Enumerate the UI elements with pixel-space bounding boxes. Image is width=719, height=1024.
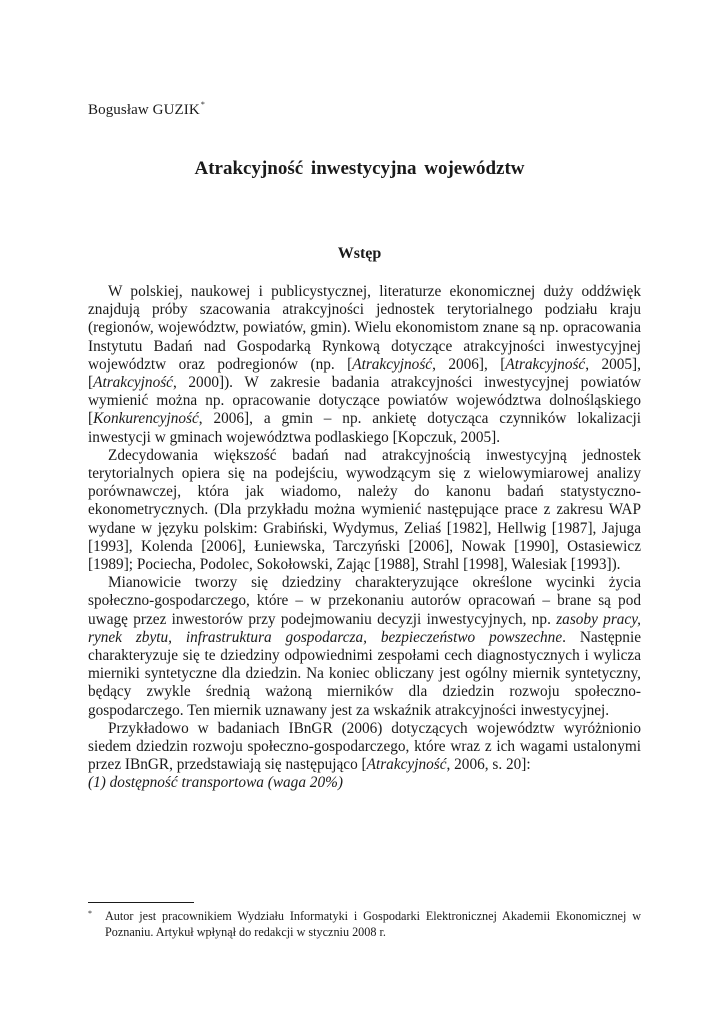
paragraph-4: Przykładowo w badaniach IBnGR (2006) dotyczących województw wyróżnionio siedem dziedzin rozwoju społeczno-gospodarczego, które wraz z ich wagami ustalonymi przez IBnGR, przedstawiają się następująco [Atrakcyjność, 2006, s. 20]: — [88, 719, 641, 774]
paragraph-3: Mianowicie tworzy się dziedziny charakteryzujące określone wycinki życia społeczno-gospodarczego, które – w przekonaniu autorów opracowań – brane są pod uwagę przez inwestorów przy podejmowaniu decyzji inwestycyjnych, np. zasoby pracy, rynek zbytu, infrastruktura gospodarcza, bezpieczeństwo powszechne. Następnie charakteryzuje się te dziedziny odpowiednimi zespołami cech diagnostycznych i wylicza mierniki syntetyczne dla dziedzin. Na koniec obliczany jest ogólny miernik syntetyczny, będący zwykle średnią ważoną mierników dla dziedzin rozwoju społeczno-gospodarczego. Ten miernik uznawany jest za wskaźnik atrakcyjności inwestycyjnej. — [88, 574, 641, 719]
paragraph-1: W polskiej, naukowej i publicystycznej, literaturze ekonomicznej duży oddźwięk znajdują próby szacowania atrakcyjności jednostek terytorialnego podziału kraju (regionów, województw, powiatów, gmin). Wielu ekonomistom znane są np. opracowania Instytutu Badań nad Gospodarką Rynkową dotyczące atrakcyjności inwestycyjnej województw oraz podregionów (np. [Atrakcyjność, 2006], [Atrakcyjność, 2005], [Atrakcyjność, 2000]). W zakresie badania atrakcyjności inwestycyjnej powiatów wymienić można np. opracowanie dotyczące powiatów województwa dolnośląskiego [Konkurencyjność, 2006], a gmin – np. ankietę dotycząca czynników lokalizacji inwestycji w gminach województwa podlaskiego [Kopczuk, 2005]. — [88, 283, 641, 446]
author-name: Bogusław GUZIK — [88, 102, 200, 118]
footnote-text: Autor jest pracownikiem Wydziału Informatyki i Gospodarki Elektronicznej Akademii Ekonomicznej w Poznaniu. Artykuł wpłynął do redakcji w styczniu 2008 r. — [105, 909, 641, 939]
author-line — [88, 100, 205, 119]
article-title: Atrakcyjność inwestycyjna województw — [194, 158, 525, 179]
footnote-mark: * — [88, 909, 92, 918]
section-heading: Wstęp — [337, 245, 382, 262]
footnote — [88, 908, 641, 940]
author-footnote-mark: * — [200, 100, 205, 109]
body-text — [88, 283, 641, 793]
paragraph-2: Zdecydowania większość badań nad atrakcyjnością inwestycyjną jednostek terytorialnych opiera się na podejściu, wywodzącym się z wielowymiarowej analizy porównawczej, która jak wiadomo, należy do kanonu badań statystyczno-ekonometrycznych. (Dla przykładu można wymienić następujące prace z zakresu WAP wydane w języku polskim: Grabiński, Wydymus, Zeliaś [1982], Hellwig [1987], Jajuga [1993], Kolenda [2006], Łuniewska, Tarczyński [2006], Nowak [1990], Ostasiewicz [1989]; Pociecha, Podolec, Sokołowski, Zając [1988], Strahl [1998], Walesiak [1993]). — [88, 446, 641, 574]
footnote-divider — [88, 902, 194, 903]
list-item: (1) dostępność transportowa (waga 20%) — [88, 774, 343, 792]
